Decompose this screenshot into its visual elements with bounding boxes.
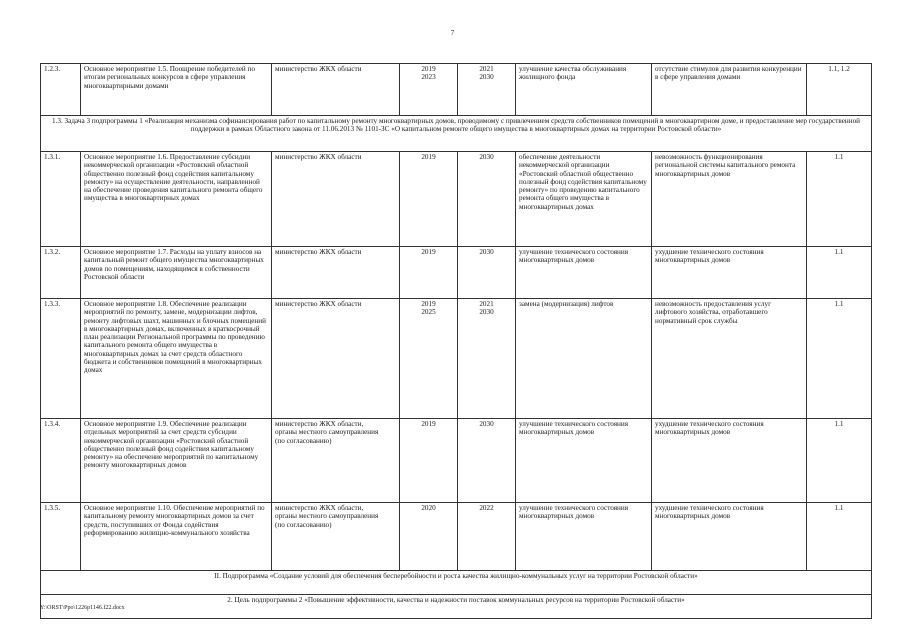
measure-name: Основное мероприятие 1.6. Предоставление субсидии некоммерческой организации «Ростовский областной общественно полезный фонд содействия капитальному ремонту» на осуществление деятельности, направленной на обеспечение проведения капитального ремонта общего имущества в многоквартирных домах [81, 152, 272, 247]
non-implementation-consequence: невозможность функционирования региональной системы капитального ремонта многоквартирных домов [652, 152, 807, 247]
start-year: 2019 [400, 152, 458, 247]
non-implementation-consequence: ухудшение технического состояния многоквартирных домов [652, 247, 807, 299]
indicator-link: 1.1 [807, 152, 872, 247]
table-row [41, 247, 872, 299]
row-number: 1.2.3. [41, 64, 81, 116]
section-heading: II. Подпрограмма «Создание условий для обеспечения бесперебойности и роста качества жилищно-коммунальных услуг на территории Ростовской области» [41, 571, 872, 595]
indicator-link: 1.1 [807, 299, 872, 419]
non-implementation-consequence: отсутствие стимулов для развития конкуренции в сфере управления домами [652, 64, 807, 116]
end-year: 2030 [458, 419, 516, 503]
expected-result: улучшение технического состояния многоквартирных домов [516, 419, 652, 503]
page-number: 7 [450, 29, 455, 37]
indicator-link: 1.1 [807, 503, 872, 571]
executor: министерство ЖКХ области [272, 152, 400, 247]
section-row [41, 571, 872, 595]
section-row [41, 595, 872, 619]
row-number: 1.3.2. [41, 247, 81, 299]
row-number: 1.3.5. [41, 503, 81, 571]
measure-name: Основное мероприятие 1.10. Обеспечение мероприятий по капитальному ремонту многоквартирных домов за счет средств, поступивших от Фонда содействия реформированию жилищно-коммунального хозяйства [81, 503, 272, 571]
end-year: 2030 [458, 247, 516, 299]
measure-name: Основное мероприятие 1.9. Обеспечение реализации отдельных мероприятий за счет средств субсидии некоммерческой организации «Ростовский областной общественно полезный фонд содействия капитальному ремонту» на обеспечение мероприятий по капитальному ремонту многоквартирных домов [81, 419, 272, 503]
start-year: 2019 [400, 247, 458, 299]
table-row [41, 64, 872, 116]
indicator-link: 1.1 [807, 247, 872, 299]
end-year: 2022 [458, 503, 516, 571]
measure-name: Основное мероприятие 1.5. Поощрение победителей по итогам региональных конкурсов в сфере управления многоквартирными домами [81, 64, 272, 116]
row-number: 1.3.3. [41, 299, 81, 419]
expected-result: улучшение качества обслуживания жилищного фонда [516, 64, 652, 116]
start-year: 2019 [400, 419, 458, 503]
row-number: 1.3.4. [41, 419, 81, 503]
start-year: 2019 2023 [400, 64, 458, 116]
indicator-link: 1.1 [807, 419, 872, 503]
non-implementation-consequence: ухудшение технического состояния многоквартирных домов [652, 419, 807, 503]
footer-file-path: Y:\ORST\Ppo\1226p1146.f22.docx [40, 605, 125, 611]
start-year: 2019 2025 [400, 299, 458, 419]
section-row [41, 116, 872, 152]
executor: министерство ЖКХ области [272, 247, 400, 299]
end-year: 2030 [458, 152, 516, 247]
measure-name: Основное мероприятие 1.7. Расходы на уплату взносов на капитальный ремонт общего имущества многоквартирных домов по помещениям, находящимся в собственности Ростовской области [81, 247, 272, 299]
non-implementation-consequence: ухудшение технического состояния многоквартирных домов [652, 503, 807, 571]
table-body [41, 64, 872, 619]
table-row [41, 419, 872, 503]
measure-name: Основное мероприятие 1.8. Обеспечение реализации мероприятий по ремонту, замене, модернизации лифтов, ремонту лифтовых шахт, машинных и блочных помещений в многоквартирных домах, включенных в краткосрочный план реализации Региональной программы по проведению капитального ремонта общего имущества в многоквартирных домах за счет средств областного бюджета и собственников помещений в многоквартирных домах [81, 299, 272, 419]
section-heading: 1.3. Задача 3 подпрограммы 1 «Реализация механизма софинансирования работ по капитальному ремонту многоквартирных домов, проводимому с привлечением средств собственников помещений в многоквартирном доме, и предоставление мер государственной поддержки в рамках Областного закона от 11.06.2013 № 1101-ЗС «О капитальном ремонте общего имущества в многоквартирных домах на территории Ростовской области» [41, 116, 872, 152]
non-implementation-consequence: невозможность предоставления услуг лифтового хозяйства, отработавшего нормативный срок службы [652, 299, 807, 419]
executor: министерство ЖКХ области, органы местного самоуправления (по согласованию) [272, 503, 400, 571]
expected-result: обеспечение деятельности некоммерческой организации «Ростовский областной общественно полезный фонд содействия капитальному ремонту» по проведению капитального ремонта общего имущества в многоквартирных домах [516, 152, 652, 247]
end-year: 2021 2030 [458, 64, 516, 116]
measures-table [40, 63, 872, 619]
start-year: 2020 [400, 503, 458, 571]
executor: министерство ЖКХ области [272, 64, 400, 116]
row-number: 1.3.1. [41, 152, 81, 247]
end-year: 2021 2030 [458, 299, 516, 419]
indicator-link: 1.1, 1.2 [807, 64, 872, 116]
executor: министерство ЖКХ области, органы местного самоуправления (по согласованию) [272, 419, 400, 503]
expected-result: улучшение технического состояния многоквартирных домов [516, 503, 652, 571]
table-row [41, 299, 872, 419]
section-heading: 2. Цель подпрограммы 2 «Повышение эффективности, качества и надежности поставок коммунальных ресурсов на территории Ростовской области» [41, 595, 872, 619]
table-row [41, 503, 872, 571]
expected-result: улучшение технического состояния многоквартирных домов [516, 247, 652, 299]
executor: министерство ЖКХ области [272, 299, 400, 419]
expected-result: замена (модернизация) лифтов [516, 299, 652, 419]
table-row [41, 152, 872, 247]
